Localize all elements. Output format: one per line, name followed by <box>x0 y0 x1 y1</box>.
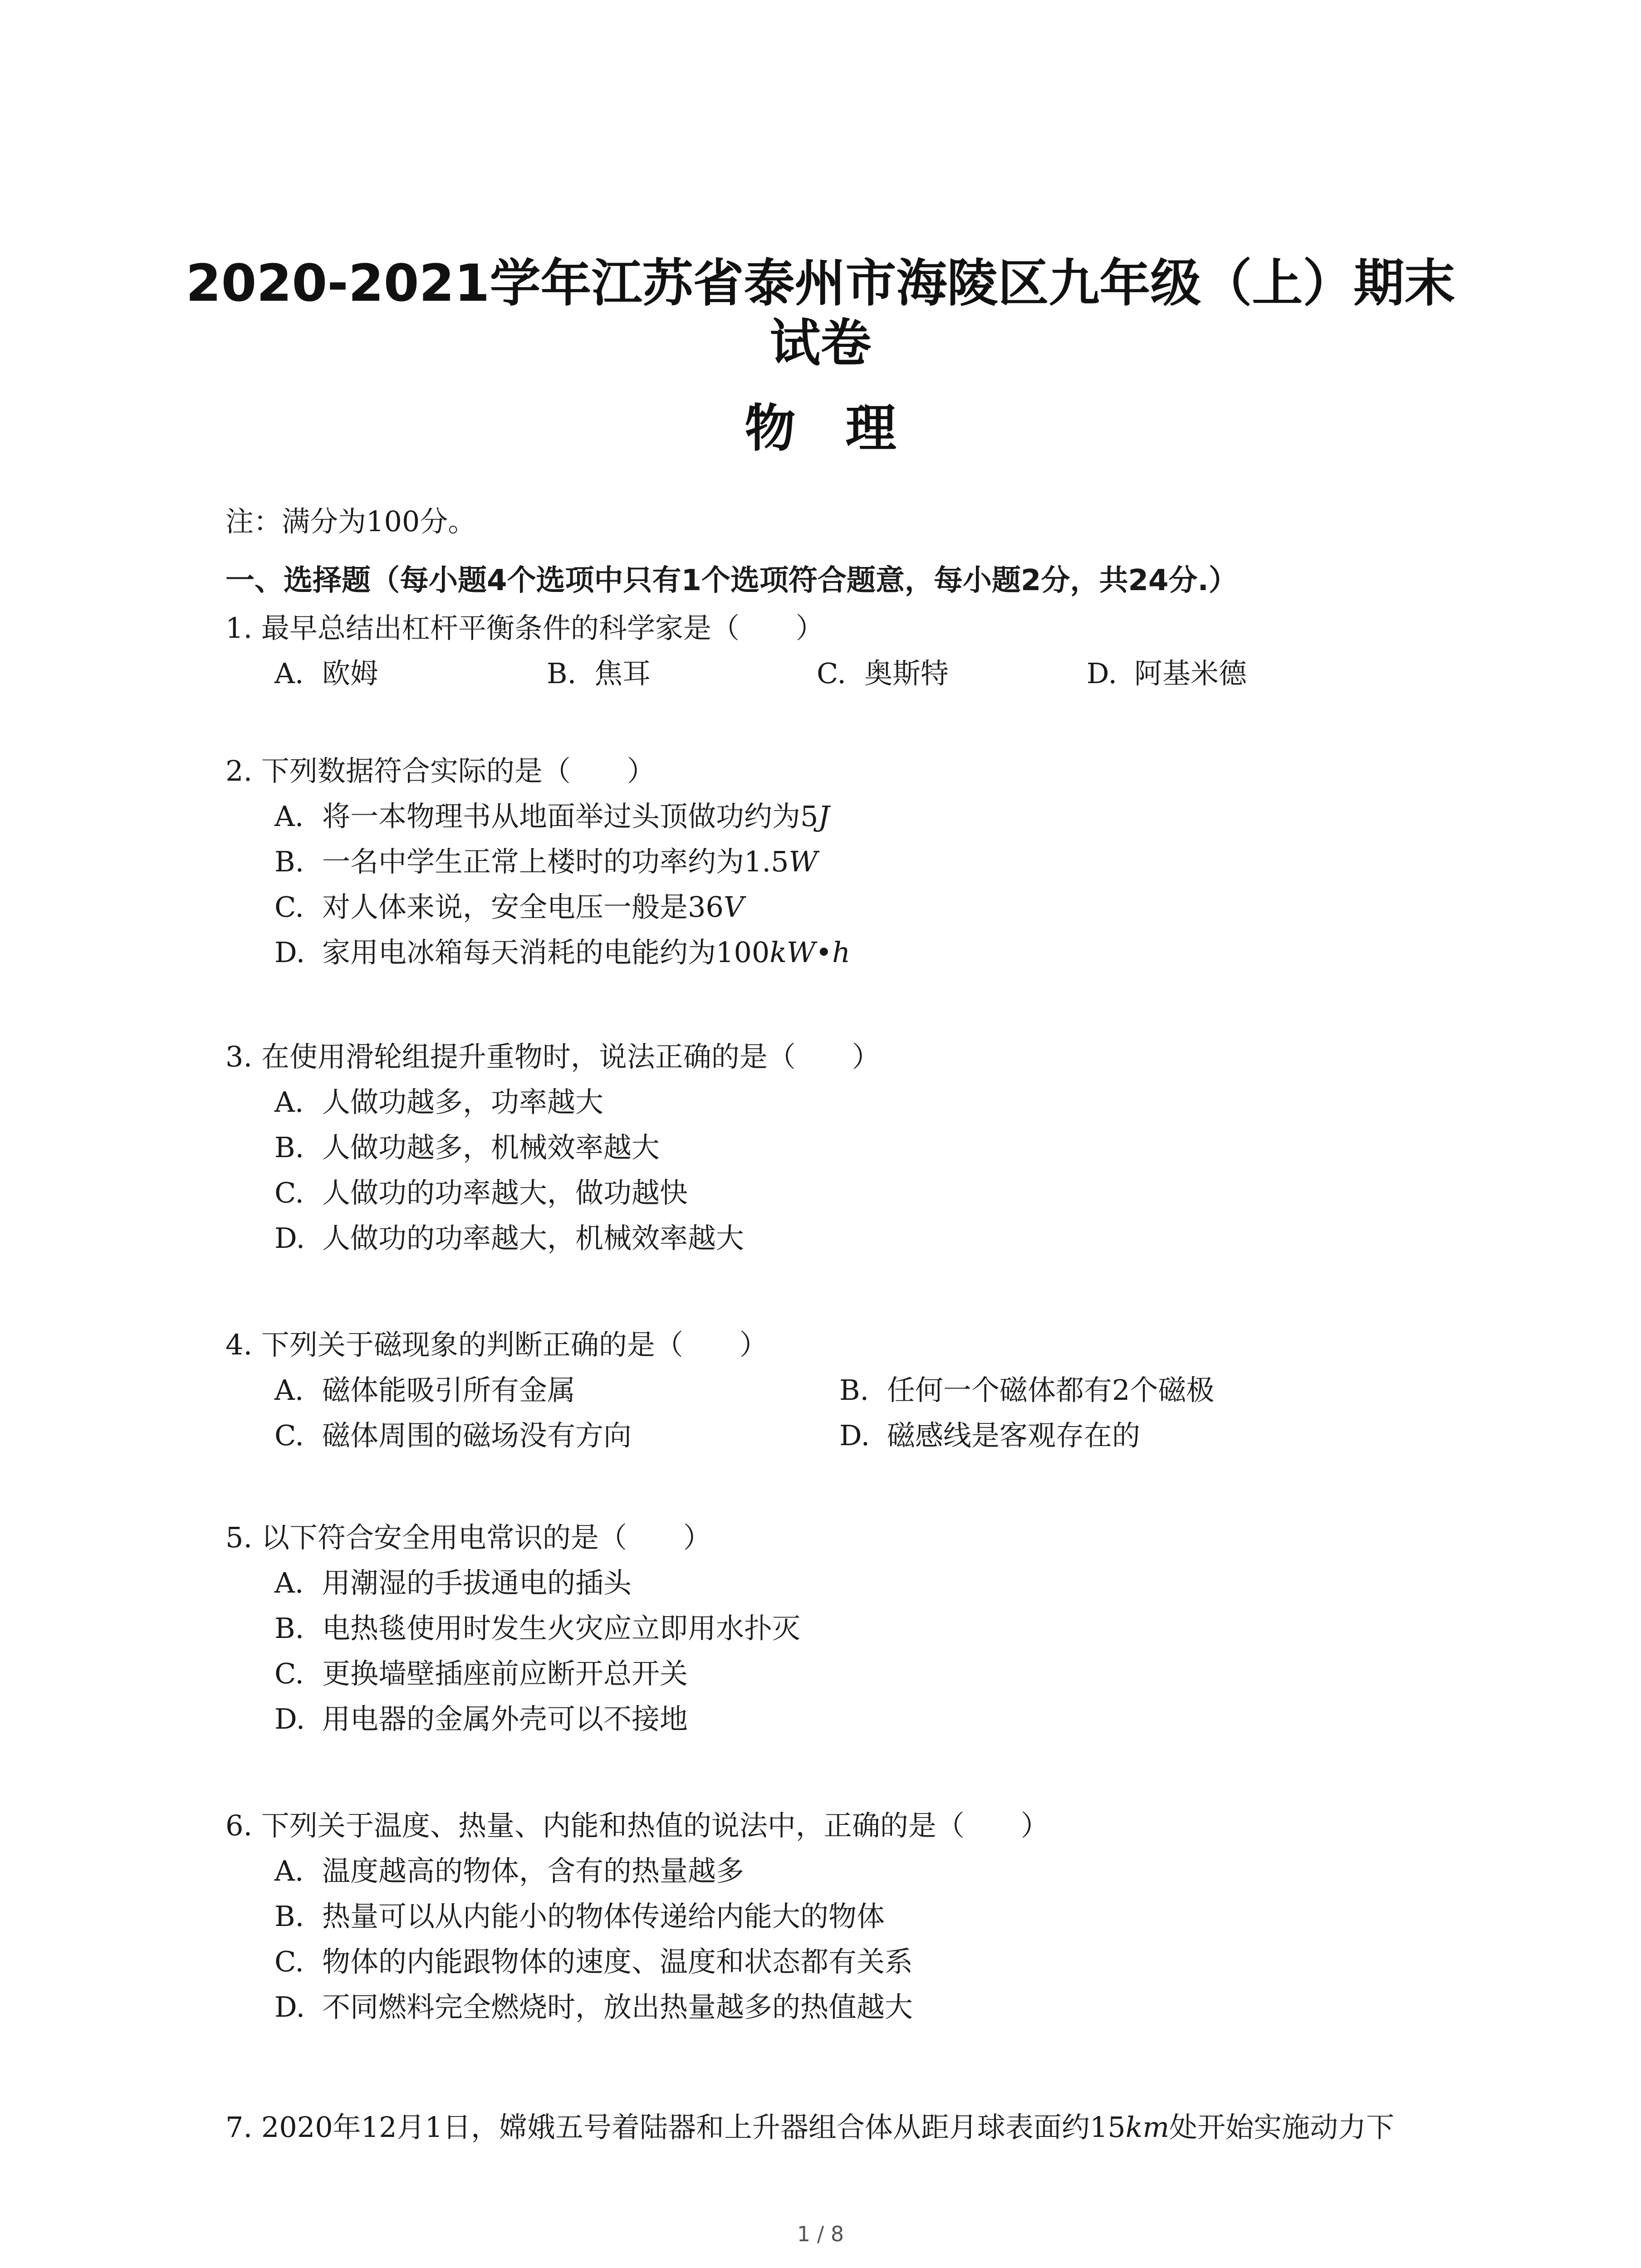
question-4-option-c <box>274 1418 632 1454</box>
question-7-stem-part-2: 处开始实施动力下 <box>1169 2111 1395 2144</box>
exam-title-line-1: 2020-2021学年江苏省泰州市海陵区九年级（上）期末 <box>186 254 1455 313</box>
option-text: 不同燃料完全燃烧时，放出热量越多的热值越大 <box>322 1990 913 2024</box>
option-label: A. <box>274 1085 304 1119</box>
section-heading-choice: 一、选择题（每小题4个选项中只有1个选项符合题意，每小题2分，共24分.） <box>225 564 1238 597</box>
option-label: A. <box>274 657 304 690</box>
question-4-option-a <box>274 1372 575 1408</box>
question-6-stem: 6. 下列关于温度、热量、内能和热值的说法中，正确的是（ ） <box>225 1809 1049 1842</box>
option-text: 用潮湿的手拔通电的插头 <box>322 1566 632 1599</box>
option-label: C. <box>274 1657 304 1690</box>
question-2-option-c <box>274 889 744 925</box>
question-1-option-c <box>817 655 949 692</box>
question-5-option-a <box>274 1565 632 1601</box>
option-text: 欧姆 <box>322 657 379 690</box>
option-label: B. <box>274 845 304 878</box>
question-5-option-d <box>274 1701 688 1737</box>
question-4-stem: 4. 下列关于磁现象的判断正确的是（ ） <box>225 1328 768 1361</box>
question-1-option-d <box>1087 655 1247 692</box>
option-label: D. <box>274 1990 305 2024</box>
question-3-option-b <box>274 1129 660 1166</box>
option-label: D. <box>839 1419 870 1452</box>
option-text: 家用电冰箱每天消耗的电能约为100 <box>322 936 770 969</box>
question-1-option-a <box>274 655 378 692</box>
option-label: D. <box>274 936 305 969</box>
question-2-stem: 2. 下列数据符合实际的是（ ） <box>225 754 655 787</box>
question-3-option-d <box>274 1220 744 1256</box>
option-label: B. <box>274 1900 304 1933</box>
option-label: A. <box>274 1854 304 1887</box>
option-text: 任何一个磁体都有2个磁极 <box>887 1374 1215 1407</box>
option-text: 人做功的功率越大，机械效率越大 <box>322 1222 745 1255</box>
option-label: C. <box>817 657 846 690</box>
question-7-stem-part-1: 7. 2020年12月1日，嫦娥五号着陆器和上升器组合体从距月球表面约15 <box>225 2111 1126 2144</box>
option-text: 磁体周围的磁场没有方向 <box>322 1419 632 1452</box>
option-text: 电热毯使用时发生火灾应立即用水扑灭 <box>322 1612 801 1645</box>
question-1-option-b <box>547 655 651 692</box>
option-text: 人做功越多，机械效率越大 <box>322 1131 660 1164</box>
question-2-option-b <box>274 844 818 880</box>
question-7-stem <box>225 2109 1394 2146</box>
option-unit: kW•h <box>769 936 851 969</box>
question-3-option-c <box>274 1175 688 1211</box>
question-6-option-b <box>274 1898 885 1935</box>
option-label: B. <box>839 1374 869 1407</box>
question-4-option-d <box>839 1418 1140 1454</box>
option-text: 物体的内能跟物体的速度、温度和状态都有关系 <box>322 1945 913 1978</box>
option-label: A. <box>274 1566 304 1599</box>
subject-heading: 物理 <box>745 399 946 458</box>
question-3-option-a <box>274 1084 603 1120</box>
option-label: A. <box>274 1374 304 1407</box>
question-7-stem-unit: km <box>1125 2111 1170 2144</box>
option-text: 磁感线是客观存在的 <box>887 1419 1141 1452</box>
question-6-option-a <box>274 1853 744 1889</box>
option-text: 用电器的金属外壳可以不接地 <box>322 1702 688 1735</box>
option-label: C. <box>274 1419 304 1452</box>
option-text: 阿基米德 <box>1134 657 1247 690</box>
option-label: D. <box>274 1702 305 1735</box>
option-label: C. <box>274 1176 304 1209</box>
option-label: B. <box>274 1131 304 1164</box>
option-label: D. <box>274 1222 305 1255</box>
question-1-stem: 1. 最早总结出杠杆平衡条件的科学家是（ ） <box>225 611 824 645</box>
option-text: 对人体来说，安全电压一般是36 <box>322 890 724 924</box>
option-unit: J <box>818 800 830 833</box>
option-unit: V <box>723 890 744 924</box>
question-6-option-c <box>274 1944 913 1980</box>
option-text: 更换墙壁插座前应断开总开关 <box>322 1657 688 1690</box>
score-note: 注：满分为100分。 <box>225 505 476 538</box>
option-text: 人做功的功率越大，做功越快 <box>322 1176 688 1209</box>
question-5-stem: 5. 以下符合安全用电常识的是（ ） <box>225 1521 711 1554</box>
option-label: A. <box>274 800 304 833</box>
option-text: 热量可以从内能小的物体传递给内能大的物体 <box>322 1900 885 1933</box>
question-5-option-b <box>274 1610 800 1647</box>
option-text: 将一本物理书从地面举过头顶做功约为5 <box>322 800 818 833</box>
question-4-option-b <box>839 1372 1214 1408</box>
option-text: 人做功越多，功率越大 <box>322 1085 604 1119</box>
question-3-stem: 3. 在使用滑轮组提升重物时，说法正确的是（ ） <box>225 1040 880 1073</box>
page-number: 1 / 8 <box>797 2222 844 2246</box>
option-label: D. <box>1087 657 1117 690</box>
option-label: B. <box>547 657 577 690</box>
option-text: 焦耳 <box>594 657 651 690</box>
question-5-option-c <box>274 1656 688 1692</box>
option-label: B. <box>274 1612 304 1645</box>
exam-title-line-2: 试卷 <box>769 314 872 373</box>
option-label: C. <box>274 1945 304 1978</box>
question-2-option-a <box>274 798 829 835</box>
question-6-option-d <box>274 1989 913 2025</box>
option-text: 奥斯特 <box>864 657 949 690</box>
option-unit: W <box>789 845 818 878</box>
option-text: 一名中学生正常上楼时的功率约为1.5 <box>322 845 789 878</box>
option-label: C. <box>274 890 304 924</box>
option-text: 温度越高的物体，含有的热量越多 <box>322 1854 745 1887</box>
option-text: 磁体能吸引所有金属 <box>322 1374 576 1407</box>
question-2-option-d <box>274 934 850 971</box>
